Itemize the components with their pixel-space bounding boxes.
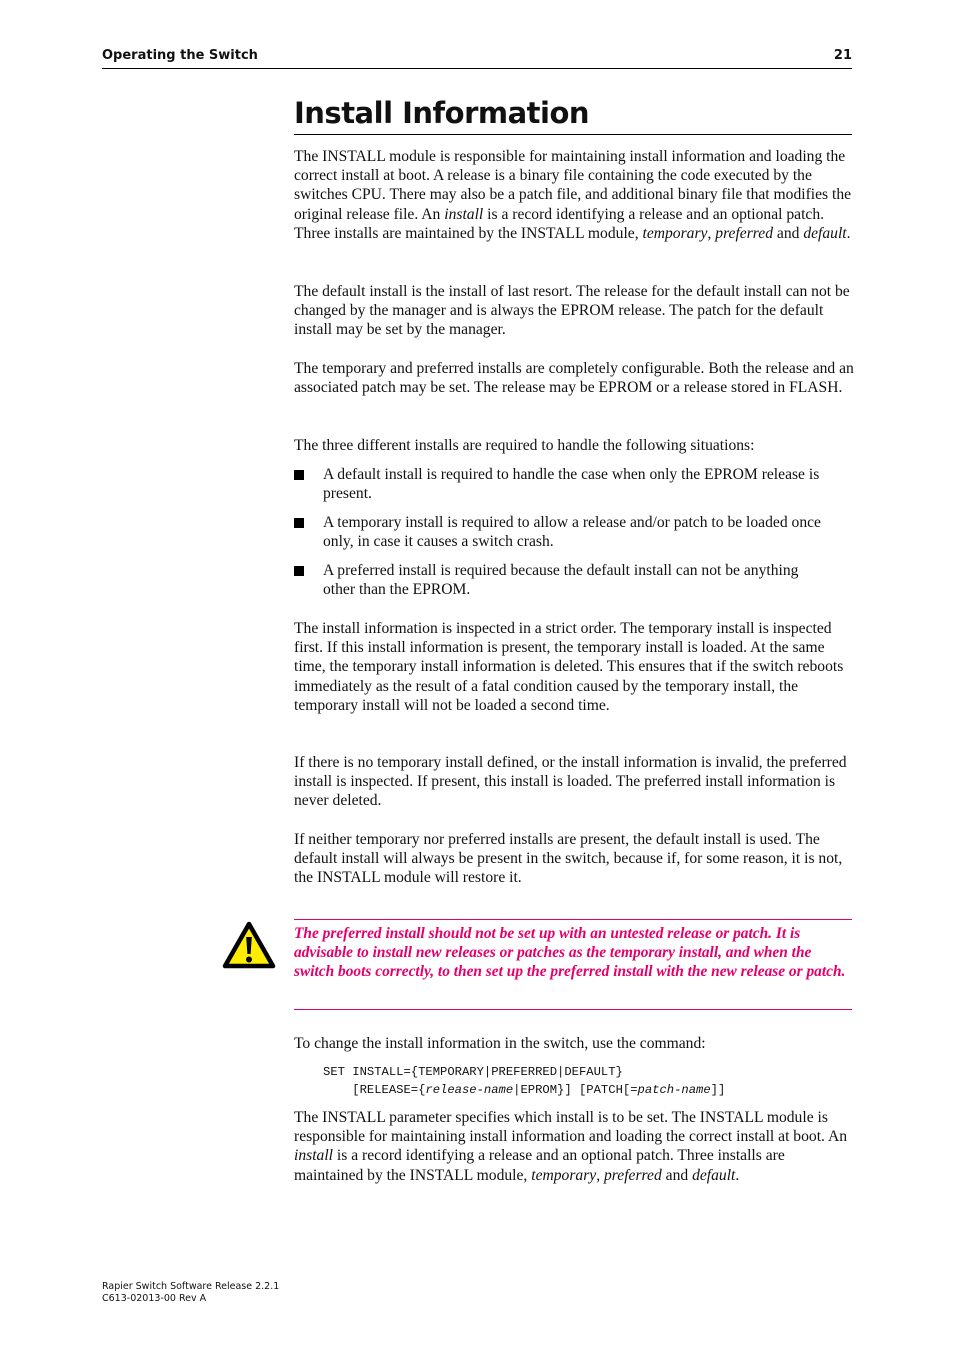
footer-document-id: C613-02013-00 Rev A <box>102 1293 207 1304</box>
paragraph-configurable-installs: The temporary and preferred installs are completely configurable. Both the release and an associated patch may be set. The release may be EPROM or a release stored in FLASH. <box>294 360 854 397</box>
footer-release: Rapier Switch Software Release 2.2.1 <box>102 1281 280 1292</box>
warning-triangle-icon <box>222 921 276 969</box>
list-item: A default install is required to handle the case when only the EPROM release is present. <box>294 465 834 503</box>
bullet-square-icon <box>294 470 304 480</box>
page-header <box>102 48 852 69</box>
paragraph-default-fallback: If neither temporary nor preferred installs are present, the default install is used. The default install will always be present in the switch, because if, for some reason, it is not, the INSTALL module will restore it. <box>294 831 843 887</box>
bullet-square-icon <box>294 518 304 528</box>
paragraph-inspection-order: The install information is inspected in a strict order. The temporary install is inspected first. If this install information is present, the temporary install is loaded. At the same time, the temporary install information is deleted. This ensures that if the switch reboots immediately as the result of a fatal condition caused by the temporary install, the temporary install will not be loaded a second time. <box>294 620 844 714</box>
command-syntax: SET INSTALL={TEMPORARY|PREFERRED|DEFAULT} [RELEASE={release-name|EPROM}] [PATCH[=patch-name]] <box>323 1065 726 1097</box>
paragraph-install-parameter: The INSTALL parameter specifies which install is to be set. The INSTALL module is responsible for maintaining install information and loading the correct install at boot. An install is a record identifying a release and an optional patch. Three installs are maintained by the INSTALL module, temporary, preferred and default. <box>294 1109 848 1184</box>
section-title: Operating the Switch <box>102 48 258 63</box>
paragraph-preferred-inspection: If there is no temporary install defined, or the install information is invalid, the preferred install is inspected. If present, this install is loaded. The preferred install information is never deleted. <box>294 754 847 810</box>
paragraph-intro: The INSTALL module is responsible for maintaining install information and loading the correct install at boot. A release is a binary file containing the code executed by the switches CPU. There may also be a patch file, and additional binary file that modifies the original release file. An install is a record identifying a release and an optional patch. Three installs are maintained by the INSTALL module, temporary, preferred and default. <box>294 148 852 242</box>
warning-text: The preferred install should not be set up with an untested release or patch. It is advisable to install new releases or patches as the temporary install, and when the switch boots correctly, to then set up the preferred install with the new release or patch. <box>294 925 846 981</box>
page-number: 21 <box>833 48 852 63</box>
page-footer <box>102 1281 279 1305</box>
bullet-square-icon <box>294 566 304 576</box>
paragraph-default-install: The default install is the install of last resort. The release for the default install can not be changed by the manager and is always the EPROM release. The patch for the default install may be set by the manager. <box>294 283 850 339</box>
list-item: A temporary install is required to allow a release and/or patch to be loaded once only, in case it causes a switch crash. <box>294 513 834 551</box>
paragraph-situations: The three different installs are required to handle the following situations: <box>294 437 755 454</box>
warning-note <box>294 919 852 1010</box>
paragraph-command-intro: To change the install information in the switch, use the command: <box>294 1035 706 1052</box>
list-item: A preferred install is required because the default install can not be anything other than the EPROM. <box>294 561 834 599</box>
page-title: Install Information <box>294 96 852 135</box>
